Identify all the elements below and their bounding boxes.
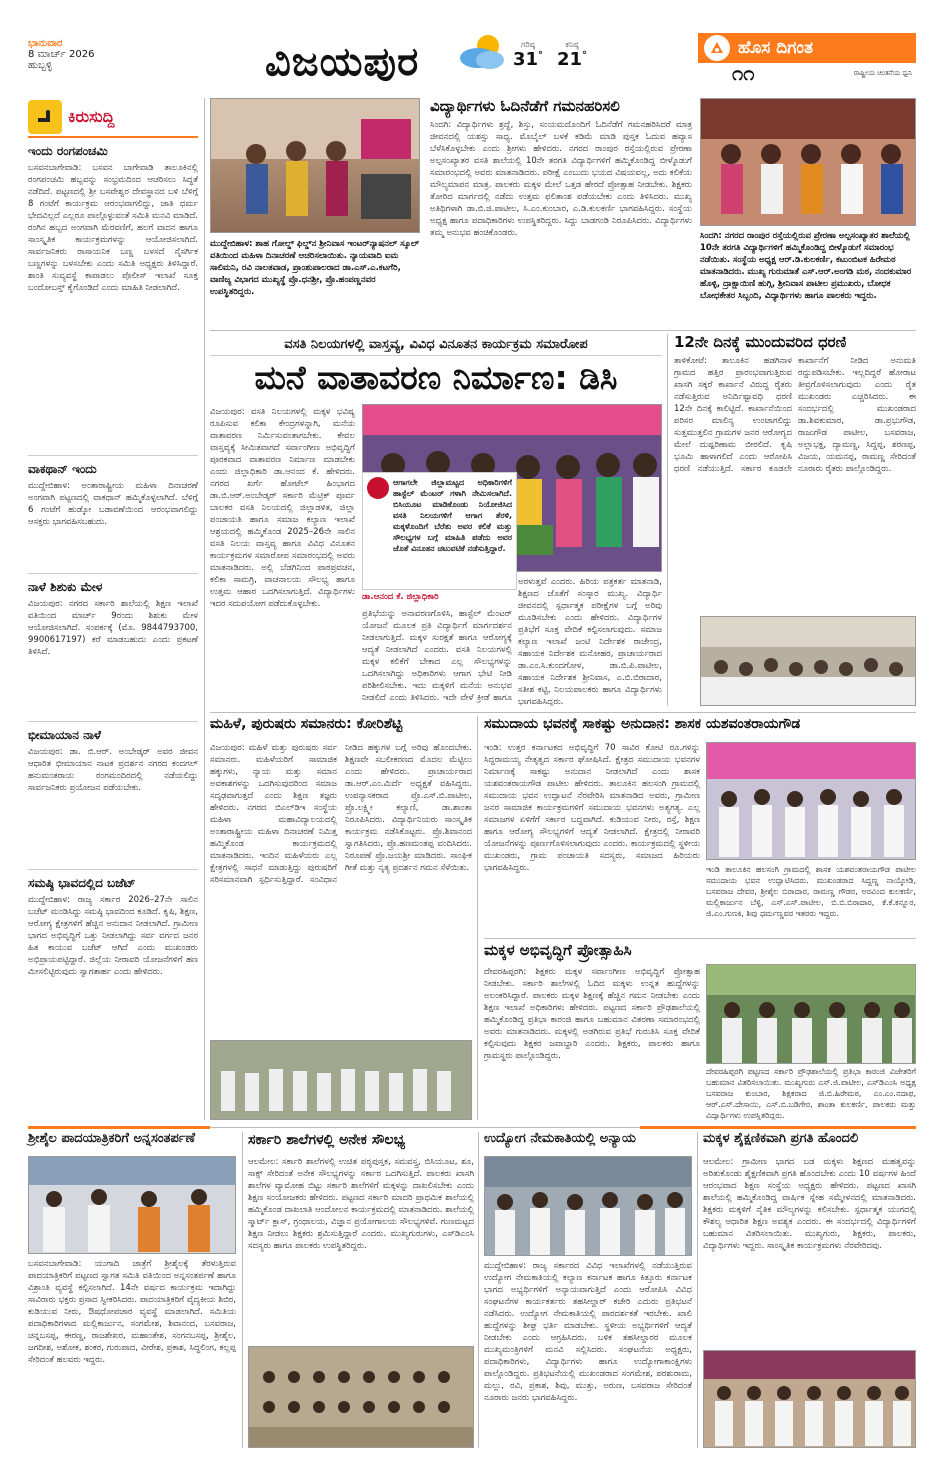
dharane-photo <box>700 616 916 706</box>
shaikshanika-photo <box>703 1350 916 1448</box>
kirusuddi-item <box>28 728 198 870</box>
kirusuddi-item-headline: ಸಮಷ್ಠಿ ಭಾವದಲ್ಲಿದ ಬಜೆಟ್ <box>28 876 136 890</box>
min-temp-label: ಕನಿಷ್ಠ <box>565 40 579 49</box>
page-number: ೧೧ <box>732 61 755 85</box>
edition-city: ಹುಬ್ಬಳ್ಳಿ <box>28 60 53 71</box>
weather-cloud-icon <box>456 32 508 72</box>
udyoga-photo <box>484 1156 692 1256</box>
max-temp-value: 31 <box>512 49 539 70</box>
koresetti-body: ವಿಜಯಪುರ: ಮಹಿಳೆ ಮತ್ತು ಪುರುಷರು ಸರ್ವ ಸಮಾನರು. ಮಹಿಳೆಯರಿಗೆ ಸಾಮಾಜಿಕ ಹಕ್ಕುಗಳು, ನ್ಯಾಯ ಮತ್ತು ಸಮಾನ ಅವಕಾಶಗಳನ್ನು ಒದಗಿಸುವುದರಿಂದ ಸಮಾಜ ಸದೃಢವಾಗುತ್ತದೆ ಎಂದು ಶಿಕ್ಷಣ ತಜ್ಞರು ಹೇಳಿದರು. ನಗರದ ಬಿಎಲ್‌ಡಿಇ ಸಂಸ್ಥೆಯ ಮಹಿಳಾ ಮಹಾವಿದ್ಯಾಲಯದಲ್ಲಿ ಅಂತಾರಾಷ್ಟ್ರೀಯ ಮಹಿಳಾ ದಿನಾಚರಣೆ ನಿಮಿತ್ತ ಹಮ್ಮಿಕೊಂಡ ಕಾರ್ಯಕ್ರಮದಲ್ಲಿ ಮಾತನಾಡಿದರು. ಇಂದಿನ ಮಹಿಳೆಯರು ಎಲ್ಲ ಕ್ಷೇತ್ರಗಳಲ್ಲಿ ಸಾಧನೆ ಮಾಡುತ್ತಿದ್ದು ಪುರುಷರಿಗೆ ಸರಿಸಮಾನವಾಗಿ ಸ್ಪರ್ಧಿಸುತ್ತಿದ್ದಾರೆ. ಸಂವಿಧಾನ ನೀಡಿದ ಹಕ್ಕುಗಳ ಬಗ್ಗೆ ಅರಿವು ಹೊಂದಬೇಕು. ಶಿಕ್ಷಣವೇ ಸಬಲೀಕರಣದ ಮೊದಲ ಮೆಟ್ಟಿಲು ಎಂದು ಹೇಳಿದರು. ಪ್ರಾಚಾರ್ಯರಾದ ಡಾ.ಆರ್.ಎಂ.ಮಿರ್ದೆ ಅಧ್ಯಕ್ಷತೆ ವಹಿಸಿದ್ದರು. ಉಪನ್ಯಾಸಕರಾದ ಪ್ರೊ.ಎಸ್.ಬಿ.ಪಾಟೀಲ, ಪ್ರೊ.ಲಕ್ಷ್ಮೀ ಕಲ್ಯಾಣಿ, ಡಾ.ಶಾಂತಾ ನಿರೂಪಿಸಿದರು. ವಿದ್ಯಾರ್ಥಿನಿಯರು ಸಾಂಸ್ಕೃತಿಕ ಕಾರ್ಯಕ್ರಮ ನಡೆಸಿಕೊಟ್ಟರು. ಪ್ರೊ.ಶಿವಾನಂದ ಸ್ವಾಗತಿಸಿದರು, ಪ್ರೊ.ಹಣಮಂತಪ್ಪ ವಂದಿಸಿದರು. ನಿರೂಪಣೆ ಪ್ರೊ.ಜಯಶ್ರೀ ಮಾಡಿದರು. ಸಾಂಘಿಕ ಗೀತೆ ಮತ್ತು ನೃತ್ಯ ಪ್ರದರ್ಶನ ಗಮನ ಸೆಳೆಯಿತು. <box>210 743 472 885</box>
min-temp-value: 21 <box>556 49 583 70</box>
masthead <box>0 0 945 92</box>
udyoga-body: ಮುದ್ದೇಬಿಹಾಳ: ರಾಜ್ಯ ಸರ್ಕಾರದ ವಿವಿಧ ಇಲಾಖೆಗಳಲ್ಲಿ ನಡೆಯುತ್ತಿರುವ ಉದ್ಯೋಗ ನೇಮಕಾತಿಯಲ್ಲಿ ಕಲ್ಯಾಣ ಕರ್ನಾಟಕ ಹಾಗೂ ಕಿತ್ತೂರು ಕರ್ನಾಟಕ ಭಾಗದ ಅಭ್ಯರ್ಥಿಗಳಿಗೆ ಅನ್ಯಾಯವಾಗುತ್ತಿದೆ ಎಂದು ಆರೋಪಿಸಿ ವಿವಿಧ ಸಂಘಟನೆಗಳ ಕಾರ್ಯಕರ್ತರು ತಹಸೀಲ್ದಾರ್ ಕಚೇರಿ ಎದುರು ಪ್ರತಿಭಟನೆ ನಡೆಸಿದರು. ಉದ್ಯೋಗ ನೇಮಕಾತಿಯಲ್ಲಿ ಪಾರದರ್ಶಕತೆ ಇರಬೇಕು. ಖಾಲಿ ಹುದ್ದೆಗಳನ್ನು ಶೀಘ್ರ ಭರ್ತಿ ಮಾಡಬೇಕು. ಸ್ಥಳೀಯ ಅಭ್ಯರ್ಥಿಗಳಿಗೆ ಆದ್ಯತೆ ನೀಡಬೇಕು ಎಂದು ಆಗ್ರಹಿಸಿದರು. ಬಳಿಕ ತಹಸೀಲ್ದಾರರ ಮೂಲಕ ಮುಖ್ಯಮಂತ್ರಿಗಳಿಗೆ ಮನವಿ ಸಲ್ಲಿಸಿದರು. ಸಂಘಟನೆಯ ಅಧ್ಯಕ್ಷರು, ಪದಾಧಿಕಾರಿಗಳು, ವಿದ್ಯಾರ್ಥಿಗಳು ಹಾಗೂ ಉದ್ಯೋಗಾಕಾಂಕ್ಷಿಗಳು ಪಾಲ್ಗೊಂಡಿದ್ದರು. ಪ್ರತಿಭಟನೆಯಲ್ಲಿ ಮುಖಂಡರಾದ ಸಂಗಮೇಶ, ಪರಶುರಾಮ, ಮಲ್ಲು, ರವಿ, ಪ್ರಕಾಶ, ಶಿವು, ಮುತ್ತು, ಅರುಣ, ಬಸವರಾಜ ಸೇರಿದಂತೆ ನೂರಾರು ಜನರು ಭಾಗವಹಿಸಿದ್ದರು. <box>484 1261 692 1403</box>
dharane-story <box>674 334 916 614</box>
kirusuddi-item-headline: ನಾಳೆ ಶಿಶುಕು ಮೇಳ <box>28 580 103 594</box>
samudaya-photo <box>706 742 916 860</box>
srishaila-headline: ಶ್ರೀಶೈಲ ಪಾದಯಾತ್ರಿಕರಿಗೆ ಅನ್ನಸಂತರ್ಪಣೆ <box>28 1131 196 1146</box>
paper-tagline: ರಾಷ್ಟ್ರೀಯ ಚಿಂತನೆಯ ಧ್ವನಿ <box>853 69 912 77</box>
section-rule-1 <box>28 1126 210 1129</box>
kirusuddi-column <box>28 98 198 1120</box>
paper-name: ಹೊಸ ದಿಗಂತ <box>738 38 813 58</box>
kirusuddi-item-headline: ವಾಕಥಾನ್ ಇಂದು <box>28 462 97 476</box>
students-body: ಸಿಂದಗಿ: ವಿದ್ಯಾರ್ಥಿಗಳು ಶ್ರದ್ಧೆ, ಶಿಸ್ತು, ಸಂಯಮದೊಂದಿಗೆ ಓದಿನೆಡೆಗೆ ಗಮನಹರಿಸಿದರೆ ಮಾತ್ರ ಜೀವನದಲ್ಲಿ ಯಶಸ್ಸು ಸಾಧ್ಯ. ಮೊಬೈಲ್ ಬಳಕೆ ಕಡಿಮೆ ಮಾಡಿ ಪುಸ್ತಕ ಓದುವ ಹವ್ಯಾಸ ಬೆಳೆಸಿಕೊಳ್ಳಬೇಕು ಎಂದು ಶ್ರೀಗಳು ಹೇಳಿದರು. ನಗರದ ರಾಂಪುರ ರಸ್ತೆಯಲ್ಲಿರುವ ಪ್ರೇರಣಾ ಅಲ್ಪಸಂಖ್ಯಾತರ ವಸತಿ ಶಾಲೆಯಲ್ಲಿ 10ನೇ ತರಗತಿ ವಿದ್ಯಾರ್ಥಿಗಳಿಗೆ ಹಮ್ಮಿಕೊಂಡಿದ್ದ ಬೀಳ್ಕೊಡುಗೆ ಸಮಾರಂಭದಲ್ಲಿ ಅವರು ಮಾತನಾಡಿದರು. ಪರೀಕ್ಷೆ ಎಂಬುದು ಭಯದ ವಿಷಯವಲ್ಲ, ಅದು ಕಲಿಕೆಯ ಮೌಲ್ಯಮಾಪನ ಮಾತ್ರ. ಪಾಲಕರು ಮಕ್ಕಳ ಮೇಲೆ ಒತ್ತಡ ಹೇರದೆ ಪ್ರೋತ್ಸಾಹ ನೀಡಬೇಕು. ಶಿಕ್ಷಕರು ತೋರಿದ ಮಾರ್ಗದಲ್ಲಿ ನಡೆದು ಉತ್ತಮ ಫಲಿತಾಂಶ ಪಡೆಯಬೇಕು ಎಂದು ತಿಳಿಸಿದರು. ಮುಖ್ಯ ಅತಿಥಿಗಳಾಗಿ ಡಾ.ಬಿ.ಜಿ.ಪಾಟೀಲ, ಸಿ.ಎಂ.ಕುಂಬಾರ, ಎ.ಡಿ.ಕುಲಕರ್ಣಿ ಭಾಗವಹಿಸಿದ್ದರು. ಸಂಸ್ಥೆಯ ಅಧ್ಯಕ್ಷ ಹಾಗೂ ಪದಾಧಿಕಾರಿಗಳು ಉಪಸ್ಥಿತರಿದ್ದರು. ಸಿದ್ದು ಬಾಡಗಂಡಿ ನಿರೂಪಿಸಿದರು. ವಿದ್ಯಾರ್ಥಿಗಳು ತಮ್ಮ ಅನುಭವ ಹಂಚಿಕೊಂಡರು. <box>430 120 692 239</box>
srishaila-photo <box>28 1156 236 1254</box>
lead-quote-box <box>362 472 517 590</box>
shaikshanika-body: ಆಲಮೇಲ: ಗ್ರಾಮೀಣ ಭಾಗದ ಬಡ ಮಕ್ಕಳು ಶಿಕ್ಷಣದ ಮಹತ್ವವನ್ನು ಅರಿತುಕೊಂಡು ಶೈಕ್ಷಣಿಕವಾಗಿ ಪ್ರಗತಿ ಹೊಂದಬೇಕು ಎಂದು 10 ವರ್ಷಗಳ ಹಿಂದೆ ಆರಂಭವಾದ ಶಿಕ್ಷಣ ಸಂಸ್ಥೆಯ ಅಧ್ಯಕ್ಷರು ಹೇಳಿದರು. ಪಟ್ಟಣದ ಖಾಸಗಿ ಶಾಲೆಯಲ್ಲಿ ಹಮ್ಮಿಕೊಂಡಿದ್ದ ವಾರ್ಷಿಕ ಸ್ನೇಹ ಸಮ್ಮೇಳನದಲ್ಲಿ ಮಾತನಾಡಿದರು. ಶಿಕ್ಷಕರು ಮಕ್ಕಳಿಗೆ ನೈತಿಕ ಮೌಲ್ಯಗಳನ್ನು ಕಲಿಸಬೇಕು. ಸ್ಪರ್ಧಾತ್ಮಕ ಯುಗದಲ್ಲಿ ಕೌಶಲ್ಯ ಆಧಾರಿತ ಶಿಕ್ಷಣ ಅವಶ್ಯಕ ಎಂದರು. ಈ ಸಂದರ್ಭದಲ್ಲಿ ವಿದ್ಯಾರ್ಥಿಗಳಿಗೆ ಬಹುಮಾನ ವಿತರಿಸಲಾಯಿತು. ಮುಖ್ಯಗುರು, ಶಿಕ್ಷಕರು, ಪಾಲಕರು, ವಿದ್ಯಾರ್ಥಿಗಳು ಇದ್ದರು. ಸಾಂಸ್ಕೃತಿಕ ಕಾರ್ಯಕ್ರಮಗಳು ನೆರವೇರಿದವು. <box>703 1157 916 1251</box>
students-photo-caption: ಸಿಂದಗಿ: ನಗರದ ರಾಂಪುರ ರಸ್ತೆಯಲ್ಲಿರುವ ಪ್ರೇರಣಾ ಅಲ್ಪಸಂಖ್ಯಾತರ ಶಾಲೆಯಲ್ಲಿ 10ನೇ ತರಗತಿ ವಿದ್ಯಾರ್ಥಿಗಳಿಗೆ ಹಮ್ಮಿಕೊಂಡಿದ್ದ ಬೀಳ್ಕೊಡುಗೆ ಸಮಾರಂಭ ನಡೆಯಿತು. ಸಂಸ್ಥೆಯ ಅಧ್ಯಕ್ಷ ಆರ್.ಡಿ.ಕುಲಕರ್ಣಿ, ಕಟುಂಬಿಟಕ ಹಿರೇಮಠ ಮಾತನಾಡಿದರು. ಮುಖ್ಯ ಗುರುಮಾತೆ ಎಸ್.ಆರ್.ಅಂಗಡಿ ಮಠ, ನಂದಕುಮಾರ ಹೊಳ್ಳಿ, ದ್ರಾಕ್ಷಾಯಿಣಿ ಹುಗ್ಗಿ, ಶ್ರೀನಿವಾಸ ಪಾಟೀಲ ಪ್ರಮುಖರು, ಬೋಧಕ ಬೋಧಕೇತರ ಸಿಬ್ಬಂದಿ, ವಿದ್ಯಾರ್ಥಿಗಳು ಹಾಗೂ ಪಾಲಕರು ಇದ್ದರು. <box>700 231 912 301</box>
students-photo <box>700 98 916 226</box>
page-title: ವಿಜಯಪುರ <box>265 39 420 85</box>
kirusuddi-header <box>28 98 198 138</box>
koresetti-photo <box>210 1040 472 1120</box>
dharane-headline: 12ನೇ ದಿನಕ್ಕೆ ಮುಂದುವರಿದ ಧರಣಿ <box>674 334 847 351</box>
samudaya-photo-caption: ಇಂಡಿ ತಾಲೂಕಿನ ಹಲಸಂಗಿ ಗ್ರಾಮದಲ್ಲಿ ಶಾಸಕ ಯಶವಂತರಾಯಗೌಡ ಪಾಟೀಲ ಸಮುದಾಯ ಭವನ ಉದ್ಘಾಟಿಸಿದರು. ಮುಖಂಡರಾದ ಸಿದ್ದಣ್ಣ ನಾಯ್ಕೋಡಿ, ಬಸವರಾಜ ದೇವರ, ಶ್ರೀಶೈಲ ಬಿರಾದಾರ, ರಾಮಣ್ಣ ಗೌಡರ, ಅರವಿಂದ ಕುಲಕರ್ಣಿ, ಮಲ್ಲಿಕಾರ್ಜುನ ಬೆಳ್ಳಿ, ಎಸ್.ಎಸ್.ಪಾಟೀಲ, ಬಿ.ಬಿ.ಬಿರಾದಾರ, ಕೆ.ಕೆ.ಕನ್ನೂರ, ಜಿ.ಎಂ.ಗುಣಕಿ, ಶಿವು ಧರ್ಮಣ್ಣವರ ಇತರರು ಇದ್ದರು. <box>706 865 916 918</box>
samudaya-body: ಇಂಡಿ: ಉತ್ತರ ಕರ್ನಾಟಕದ ಅಭಿವೃದ್ಧಿಗೆ 70 ಸಾವಿರ ಕೋಟಿ ರೂ.ಗಳನ್ನು ಸಿದ್ದರಾಮಯ್ಯ ನೇತೃತ್ವದ ಸರ್ಕಾರ ಘೋಷಿಸಿದೆ. ಕ್ಷೇತ್ರದ ಸಮುದಾಯ ಭವನಗಳ ನಿರ್ಮಾಣಕ್ಕೆ ಸಾಕಷ್ಟು ಅನುದಾನ ನೀಡಲಾಗಿದೆ ಎಂದು ಶಾಸಕ ಯಶವಂತರಾಯಗೌಡ ಪಾಟೀಲ ಹೇಳಿದರು. ತಾಲೂಕಿನ ಹಲಸಂಗಿ ಗ್ರಾಮದಲ್ಲಿ ಸಮುದಾಯ ಭವನ ಉದ್ಘಾಟನೆ ನೆರವೇರಿಸಿ ಮಾತನಾಡಿದ ಅವರು, ಗ್ರಾಮೀಣ ಜನರ ಸಾಮಾಜಿಕ ಕಾರ್ಯಕ್ರಮಗಳಿಗೆ ಸಮುದಾಯ ಭವನಗಳು ಅತ್ಯಗತ್ಯ. ಎಲ್ಲ ಸಮಾಜಗಳ ಏಳಿಗೆಗೆ ಸರ್ಕಾರ ಬದ್ಧವಾಗಿದೆ. ಕುಡಿಯುವ ನೀರು, ರಸ್ತೆ, ಶಿಕ್ಷಣ ಹಾಗೂ ಆರೋಗ್ಯ ಸೌಲಭ್ಯಗಳಿಗೆ ಆದ್ಯತೆ ನೀಡಲಾಗಿದೆ. ಕ್ಷೇತ್ರದಲ್ಲಿ ನೀರಾವರಿ ಯೋಜನೆಗಳನ್ನು ಪೂರ್ಣಗೊಳಿಸಲಾಗುವುದು ಎಂದರು. ಕಾರ್ಯಕ್ರಮದಲ್ಲಿ ಸ್ಥಳೀಯ ಮುಖಂಡರು, ಗ್ರಾಮ ಪಂಚಾಯತಿ ಸದಸ್ಯರು, ಸಮಾಜದ ಹಿರಿಯರು ಭಾಗವಹಿಸಿದ್ದರು. <box>484 743 700 873</box>
kirusuddi-item-headline: ಭೀಮಾಯಾನ ನಾಳೆ <box>28 728 102 742</box>
lead-quote-sign: ಡಾ.ಆನಂದ ಕೆ. ಜಿಲ್ಲಾಧಿಕಾರಿ <box>362 592 439 602</box>
lead-col-1: ವಿಜಯಪುರ: ವಸತಿ ನಿಲಯಗಳಲ್ಲಿ ಮಕ್ಕಳ ಭವಿಷ್ಯ ರೂಪಿಸುವ ಕಲಿಕಾ ಕೇಂದ್ರಗಳನ್ನಾಗಿ, ಮನೆಯ ವಾತಾವರಣ ನಿರ್ಮಿಸುವಂತಾಗಬೇಕು. ಕೇವಲ ವಾಸ್ತವ್ಯಕ್ಕೆ ಸೀಮಿತವಾಗದೆ ಸರ್ವಾಂಗೀಣ ಅಭಿವೃದ್ಧಿಗೆ ಪೂರಕವಾದ ವಾತಾವರಣ ನಿರ್ಮಾಣ ಮಾಡಬೇಕು ಎಂದು ಜಿಲ್ಲಾಧಿಕಾರಿ ಡಾ.ಆನಂದ ಕೆ. ಹೇಳಿದರು. ನಗರದ ಖರ್ಗೆ ಹೋಟೆಲ್ ಹಿಂಭಾಗದ ಡಾ.ಬಿ.ಆರ್.ಅಂಬೇಡ್ಕರ್ ಸರ್ಕಾರಿ ಮೆಟ್ರಿಕ್ ಪೂರ್ವ ಬಾಲಕರ ವಸತಿ ನಿಲಯದಲ್ಲಿ ಜಿಲ್ಲಾಡಳಿತ, ಜಿಲ್ಲಾ ಪಂಚಾಯತಿ ಹಾಗೂ ಸಮಾಜ ಕಲ್ಯಾಣ ಇಲಾಖೆ ಆಶ್ರಯದಲ್ಲಿ ಹಮ್ಮಿಕೊಂಡ 2025–26ನೇ ಸಾಲಿನ ವಸತಿ ನಿಲಯ ವಾಸ್ತವ್ಯ ಹಾಗೂ ವಿವಿಧ ವಿನೂತನ ಕಾರ್ಯಕ್ರಮಗಳ ಸಮಾರೋಪ ಸಮಾರಂಭದಲ್ಲಿ ಅವರು ಮಾತನಾಡಿದರು. ಅಲ್ಲಿ ಬೆಡಗಿನಿಂದ ಪಾಠಪ್ರವಚನ, ಕಲಿಕಾ ಸಾಮಗ್ರಿ, ವಾಚನಾಲಯ ಸೌಲಭ್ಯ ಹಾಗೂ ಉತ್ತಮ ಆಹಾರ ಒದಗಿಸಲಾಗುತ್ತಿದೆ. ವಿದ್ಯಾರ್ಥಿಗಳು ಇದರ ಸದುಪಯೋಗ ಪಡೆದುಕೊಳ್ಳಬೇಕು. <box>210 407 355 609</box>
sarkari-body: ಆಲಮೇಲ: ಸರ್ಕಾರಿ ಶಾಲೆಗಳಲ್ಲಿ ಉಚಿತ ಪಠ್ಯಪುಸ್ತಕ, ಸಮವಸ್ತ್ರ, ಬಿಸಿಯೂಟ, ಶೂ, ಸಾಕ್ಸ್ ಸೇರಿದಂತೆ ಅನೇಕ ಸೌಲಭ್ಯಗಳನ್ನು ಸರ್ಕಾರ ಒದಗಿಸುತ್ತಿದೆ. ಪಾಲಕರು ಖಾಸಗಿ ಶಾಲೆಗಳ ವ್ಯಾಮೋಹ ಬಿಟ್ಟು ಸರ್ಕಾರಿ ಶಾಲೆಗಳಿಗೆ ಮಕ್ಕಳನ್ನು ದಾಖಲಿಸಬೇಕು ಎಂದು ಶಿಕ್ಷಣ ಸಂಯೋಜಕರು ಹೇಳಿದರು. ಪಟ್ಟಣದ ಸರ್ಕಾರಿ ಮಾದರಿ ಪ್ರಾಥಮಿಕ ಶಾಲೆಯಲ್ಲಿ ಹಮ್ಮಿಕೊಂಡ ದಾಖಲಾತಿ ಆಂದೋಲನ ಕಾರ್ಯಕ್ರಮದಲ್ಲಿ ಮಾತನಾಡಿದರು. ಶಾಲೆಯಲ್ಲಿ ಸ್ಮಾರ್ಟ್ ಕ್ಲಾಸ್, ಗ್ರಂಥಾಲಯ, ವಿಜ್ಞಾನ ಪ್ರಯೋಗಾಲಯ ಸೌಲಭ್ಯಗಳಿವೆ. ಗುಣಮಟ್ಟದ ಶಿಕ್ಷಣ ನೀಡಲು ಶಿಕ್ಷಕರು ಶ್ರಮಿಸುತ್ತಿದ್ದಾರೆ ಎಂದರು. ಮುಖ್ಯಗುರುಗಳು, ಎಸ್‌ಡಿಎಂಸಿ ಸದಸ್ಯರು ಹಾಗೂ ಪಾಲಕರು ಉಪಸ್ಥಿತರಿದ್ದರು. <box>248 1157 474 1251</box>
degree-symbol: ° <box>538 50 544 61</box>
lead-kicker-bar <box>210 334 662 356</box>
program-photo-1 <box>210 98 420 233</box>
max-temp-box <box>508 40 548 86</box>
makkala-body: ದೇವರಹಿಪ್ಪರಗಿ: ಶಿಕ್ಷಕರು ಮಕ್ಕಳ ಸರ್ವಾಂಗೀಣ ಅಭಿವೃದ್ಧಿಗೆ ಪ್ರೋತ್ಸಾಹ ನೀಡಬೇಕು. ಸರ್ಕಾರಿ ಶಾಲೆಗಳಲ್ಲಿ ಓದಿದ ಮಕ್ಕಳು ಉನ್ನತ ಹುದ್ದೆಗಳನ್ನು ಅಲಂಕರಿಸಿದ್ದಾರೆ. ಪಾಲಕರು ಮಕ್ಕಳ ಶಿಕ್ಷಣಕ್ಕೆ ಹೆಚ್ಚಿನ ಗಮನ ನೀಡಬೇಕು ಎಂದು ಶಿಕ್ಷಣ ಇಲಾಖೆ ಅಧಿಕಾರಿಗಳು ಹೇಳಿದರು. ಪಟ್ಟಣದ ಸರ್ಕಾರಿ ಪ್ರೌಢಶಾಲೆಯಲ್ಲಿ ಹಮ್ಮಿಕೊಂಡಿದ್ದ ಪ್ರತಿಭಾ ಕಾರಂಜಿ ಹಾಗೂ ಬಹುಮಾನ ವಿತರಣಾ ಸಮಾರಂಭದಲ್ಲಿ ಅವರು ಮಾತನಾಡಿದರು. ಮಕ್ಕಳಲ್ಲಿ ಅಡಗಿರುವ ಪ್ರತಿಭೆ ಗುರುತಿಸಿ ಸೂಕ್ತ ವೇದಿಕೆ ಕಲ್ಪಿಸುವುದು ಶಿಕ್ಷಕರ ಜವಾಬ್ದಾರಿ ಎಂದರು. ಶಿಕ್ಷಕರು, ಪಾಲಕರು ಹಾಗೂ ಗ್ರಾಮಸ್ಥರು ಪಾಲ್ಗೊಂಡಿದ್ದರು. <box>484 967 700 1061</box>
kirusuddi-item-body: ವಿಜಯಪುರ: ನಗರದ ಸರ್ಕಾರಿ ಶಾಲೆಯಲ್ಲಿ ಶಿಕ್ಷಣ ಇಲಾಖೆ ವತಿಯಿಂದ ಮಾರ್ಚ್ 9ರಂದು ಶಿಶುಕು ಮೇಳ ಆಯೋಜಿಸಲಾಗಿದೆ. ಸಂಪರ್ಕಕ್ಕೆ (ಮೊ. 9844793700, 9900617197) ಕರೆ ಮಾಡಬಹುದು ಎಂದು ಪ್ರಕಟಣೆ ತಿಳಿಸಿದೆ. <box>28 599 198 657</box>
kirusuddi-item-body: ವಿಜಯಪುರ: ಡಾ. ಬಿ.ಆರ್. ಅಂಬೇಡ್ಕರ್ ಅವರ ಜೀವನ ಆಧಾರಿತ ಭೀಮಾಯಾನ ನಾಟಕ ಪ್ರದರ್ಶನ ನಗರದ ಕಂದಗಲ್ ಹನುಮಂತರಾಯ ರಂಗಮಂದಿರದಲ್ಲಿ ನಡೆಯಲಿದ್ದು ಸಾರ್ವಜನಿಕರು ಪ್ರಯೋಜನ ಪಡೆಯಬೇಕು. <box>28 747 198 793</box>
kirusuddi-item-body: ಬಸವನಬಾಗೇವಾಡಿ: ಬಸವನ ಬಾಗೇವಾಡಿ ತಾಲೂಕಿನಲ್ಲಿ ರಂಗಪಂಚಮಿ ಹಬ್ಬವನ್ನು ಸಂಭ್ರಮದಿಂದ ಆಚರಿಸಲು ಸಿದ್ಧತೆ ನಡೆದಿದೆ. ಪಟ್ಟಣದಲ್ಲಿ ಶ್ರೀ ಬಸವೇಶ್ವರ ದೇವಸ್ಥಾನದ ಬಳಿ ಬೆಳಿಗ್ಗೆ 8 ಗಂಟೆಗೆ ಕಾರ್ಯಕ್ರಮ ಆರಂಭವಾಗಲಿದ್ದು, ಜಾತಿ ಧರ್ಮ ಭೇದವಿಲ್ಲದೆ ಎಲ್ಲರೂ ಪಾಲ್ಗೊಳ್ಳುವಂತೆ ಸಮಿತಿ ಮನವಿ ಮಾಡಿದೆ. ರಂಗಿನ ಹಬ್ಬದ ಅಂಗವಾಗಿ ಮೆರವಣಿಗೆ, ಹಲಗೆ ವಾದನ ಹಾಗೂ ಸಾಂಸ್ಕೃತಿಕ ಕಾರ್ಯಕ್ರಮಗಳನ್ನು ಆಯೋಜಿಸಲಾಗಿದೆ. ಸಾರ್ವಜನಿಕರು ರಾಸಾಯನಿಕ ಬಣ್ಣ ಬಳಸದೆ ನೈಸರ್ಗಿಕ ಬಣ್ಣಗಳನ್ನು ಬಳಸಬೇಕು ಎಂದು ಸಮಿತಿ ಅಧ್ಯಕ್ಷರು ತಿಳಿಸಿದ್ದಾರೆ. ಶಾಂತಿ ಸುವ್ಯವಸ್ಥೆ ಕಾಪಾಡಲು ಪೊಲೀಸ್ ಇಲಾಖೆ ಸೂಕ್ತ ಬಂದೋಬಸ್ತ್ ಕೈಗೊಂಡಿದೆ ಎಂದು ಮಾಹಿತಿ ನೀಡಲಾಗಿದೆ. <box>28 163 198 293</box>
pointing-hand-icon <box>28 100 62 134</box>
students-story <box>430 98 692 324</box>
students-headline: ವಿದ್ಯಾರ್ಥಿಗಳು ಓದಿನೆಡೆಗೆ ಗಮನಹರಿಸಲಿ <box>430 98 620 115</box>
max-temp-label: ಗರಿಷ್ಠ <box>521 40 535 49</box>
paper-logo-icon <box>704 35 730 61</box>
lead-kicker: ವಸತಿ ನಿಲಯಗಳಲ್ಲಿ ವಾಸ್ತವ್ಯ, ವಿವಿಧ ವಿನೂತನ ಕಾರ್ಯಕ್ರಮ ಸಮಾರೋಪ <box>284 337 588 352</box>
kirusuddi-item-body: ಮುದ್ದೇಬಿಹಾಳ: ಅಂತಾರಾಷ್ಟ್ರೀಯ ಮಹಿಳಾ ದಿನಾಚರಣೆ ಅಂಗವಾಗಿ ಪಟ್ಟಣದಲ್ಲಿ ವಾಕಥಾನ್ ಹಮ್ಮಿಕೊಳ್ಳಲಾಗಿದೆ. ಬೆಳಿಗ್ಗೆ 6 ಗಂಟೆಗೆ ಹುಡ್ಕೋ ಬಡಾವಣೆಯಿಂದ ಆರಂಭವಾಗಲಿದ್ದು ಆಸಕ್ತರು ಭಾಗವಹಿಸಬಹುದು. <box>28 481 198 527</box>
lead-headline: ಮನೆ ವಾತಾವರಣ ನಿರ್ಮಾಣ: ಡಿಸಿ <box>254 358 618 397</box>
kirusuddi-item <box>28 462 198 574</box>
lead-col-2: ಪ್ರತಿಭೆಯನ್ನು ಅನಾವರಣಗೊಳಿಸಿ, ಹಾಸ್ಟೆಲ್ ಮೆಂಟರ್ ಯೋಜನೆ ಮೂಲಕ ಪ್ರತಿ ವಿದ್ಯಾರ್ಥಿಗೆ ಮಾರ್ಗದರ್ಶನ ನೀಡಲಾಗುತ್ತಿದೆ. ಮಕ್ಕಳ ಸುರಕ್ಷತೆ ಹಾಗೂ ಆರೋಗ್ಯಕ್ಕೆ ಆದ್ಯತೆ ನೀಡಲಾಗಿದೆ ಎಂದರು. ವಸತಿ ನಿಲಯಗಳಲ್ಲಿ ಮಕ್ಕಳ ಕಲಿಕೆಗೆ ಬೇಕಾದ ಎಲ್ಲ ಸೌಲಭ್ಯಗಳನ್ನು ಒದಗಿಸಲಾಗಿದ್ದು ಅಧಿಕಾರಿಗಳು ಆಗಾಗ ಭೇಟಿ ನೀಡಿ ಪರಿಶೀಲಿಸಬೇಕು. ಇದು ಮಕ್ಕಳಿಗೆ ಮನೆಯ ಅನುಭವ ನೀಡಲಿದೆ ಎಂದು ತಿಳಿಸಿದರು. ಇದೇ ವೇಳೆ ಕ್ರೀಡೆ ಹಾಗೂ <box>362 609 512 703</box>
lead-col-3: ಅರಳುತ್ತವೆ ಎಂದರು. ಹಿರಿಯ ಪತ್ರಕರ್ತ ಮಾತನಾಡಿ, ಶಿಕ್ಷಣದ ಜೊತೆಗೆ ಸಂಸ್ಕಾರ ಮುಖ್ಯ. ವಿದ್ಯಾರ್ಥಿ ಜೀವನದಲ್ಲಿ ಸ್ಪರ್ಧಾತ್ಮಕ ಪರೀಕ್ಷೆಗಳ ಬಗ್ಗೆ ಅರಿವು ಮೂಡಿಸಬೇಕು ಎಂದು ಹೇಳಿದರು. ವಿದ್ಯಾರ್ಥಿಗಳ ಪ್ರತಿಭೆಗೆ ಸೂಕ್ತ ವೇದಿಕೆ ಕಲ್ಪಿಸಲಾಗುವುದು. ಸಮಾಜ ಕಲ್ಯಾಣ ಇಲಾಖೆ ಜಂಟಿ ನಿರ್ದೇಶಕ ರಾಜೇಂದ್ರ, ಸಹಾಯಕ ನಿರ್ದೇಶಕ ಮನೋಹರ, ಪ್ರಾಚಾರ್ಯರಾದ ಡಾ.ಎಂ.ಸಿ.ಕುಂದಗೋಳ, ಡಾ.ಬಿ.ಪಿ.ಪಾಟೀಲ, ಸಹಾಯಕ ನಿರ್ದೇಶಕ ಶ್ರೀನಿವಾಸ, ಎ.ಬಿ.ಬಿರಾದಾರ, ಸತೀಶ ಕಟ್ಟಿ, ನಿಲಯಪಾಲಕರು ಹಾಗೂ ವಿದ್ಯಾರ್ಥಿಗಳು ಭಾಗವಹಿಸಿದ್ದರು. <box>518 577 662 706</box>
shaikshanika-headline: ಮಕ್ಕಳ ಶೈಕ್ಷಣಿಕವಾಗಿ ಪ್ರಗತಿ ಹೊಂದಲಿ <box>703 1131 859 1146</box>
kirusuddi-item-body: ಮುದ್ದೇಬಿಹಾಳ: ರಾಜ್ಯ ಸರ್ಕಾರ 2026–27ನೇ ಸಾಲಿನ ಬಜೆಟ್ ಮಂಡಿಸಿದ್ದು ಸಮಷ್ಠಿ ಭಾವದಿಂದ ಕೂಡಿದೆ. ಕೃಷಿ, ಶಿಕ್ಷಣ, ಆರೋಗ್ಯ ಕ್ಷೇತ್ರಗಳಿಗೆ ಹೆಚ್ಚಿನ ಅನುದಾನ ನೀಡಲಾಗಿದೆ. ಗ್ರಾಮೀಣ ಭಾಗದ ಅಭಿವೃದ್ಧಿಗೆ ಒತ್ತು ನೀಡಲಾಗಿದ್ದು ಸರ್ವ ವರ್ಗದ ಜನರ ಹಿತ ಕಾಯುವ ಬಜೆಟ್ ಆಗಿದೆ ಎಂದು ಮುಖಂಡರು ಅಭಿಪ್ರಾಯಪಟ್ಟಿದ್ದಾರೆ. ಜಿಲ್ಲೆಯ ನೀರಾವರಿ ಯೋಜನೆಗಳಿಗೆ ಹಣ ಮೀಸಲಿಟ್ಟಿರುವುದು ಸ್ವಾಗತಾರ್ಹ ಎಂದು ಹೇಳಿದರು. <box>28 895 198 977</box>
issue-date: 8 ಮಾರ್ಚ್ 2026 <box>28 49 95 60</box>
makkala-photo-caption: ದೇವರಹಿಪ್ಪರಗಿ ಪಟ್ಟಣದ ಸರ್ಕಾರಿ ಪ್ರೌಢಶಾಲೆಯಲ್ಲಿ ಪ್ರತಿಭಾ ಕಾರಂಜಿ ವಿಜೇತರಿಗೆ ಬಹುಮಾನ ವಿತರಿಸಲಾಯಿತು. ಮುಖ್ಯಗುರು ಎಸ್.ಜಿ.ಪಾಟೀಲ, ಎಸ್‌ಡಿಎಂಸಿ ಅಧ್ಯಕ್ಷ ಬಸವರಾಜ ಕುಂಬಾರ, ಶಿಕ್ಷಕರಾದ ಜಿ.ಬಿ.ಹಿರೇಮಠ, ಎಂ.ಎಂ.ನದಾಫ, ಆರ್.ಎಸ್.ದೇಸಾಯಿ, ಎಸ್.ಬಿ.ಬಡಿಗೇರ, ಶಾಂತಾ ಕುಲಕರ್ಣಿ, ಪಾಲಕರು ಮತ್ತು ವಿದ್ಯಾರ್ಥಿಗಳು ಉಪಸ್ಥಿತರಿದ್ದರು. <box>706 1067 916 1120</box>
koresetti-head-box <box>210 716 472 738</box>
makkala-headline: ಮಕ್ಕಳ ಅಭಿವೃದ್ಧಿಗೆ ಪ್ರೋತ್ಸಾಹಿಸಿ <box>484 941 632 959</box>
dateline-box <box>28 38 218 76</box>
dharane-body: ತಾಳಿಕೋಟೆ: ತಾಲೂಕಿನ ಹಡಗಿನಾಳ ಗ್ರಾಮದ ಹತ್ತಿರ ಪ್ರಾರಂಭವಾಗುತ್ತಿರುವ ಖಾಸಗಿ ಸಕ್ಕರೆ ಕಾರ್ಖಾನೆ ವಿರುದ್ಧ ರೈತರು ನಡೆಸುತ್ತಿರುವ ಅನಿರ್ದಿಷ್ಟಾವಧಿ ಧರಣಿ 12ನೇ ದಿನಕ್ಕೆ ಕಾಲಿಟ್ಟಿದೆ. ಕಾರ್ಖಾನೆಯಿಂದ ಪರಿಸರ ಮಾಲಿನ್ಯ ಉಂಟಾಗಲಿದ್ದು ಸುತ್ತಮುತ್ತಲಿನ ಗ್ರಾಮಗಳ ಜನರ ಆರೋಗ್ಯದ ಮೇಲೆ ದುಷ್ಪರಿಣಾಮ ಬೀರಲಿದೆ. ಕೃಷಿ ಭೂಮಿ ಹಾಳಾಗಲಿದೆ ಎಂದು ಆರೋಪಿಸಿ ಧರಣಿ ನಡೆಯುತ್ತಿದೆ. ಸರ್ಕಾರ ಕೂಡಲೇ ಕಾರ್ಖಾನೆಗೆ ನೀಡಿದ ಅನುಮತಿ ರದ್ದುಪಡಿಸಬೇಕು. ಇಲ್ಲದಿದ್ದರೆ ಹೋರಾಟ ತೀವ್ರಗೊಳಿಸಲಾಗುವುದು ಎಂದು ರೈತ ಮುಖಂಡರು ಎಚ್ಚರಿಸಿದರು. ಈ ಸಂದರ್ಭದಲ್ಲಿ ಮುಖಂಡರಾದ ಡಾ.ಶಿವಕುಮಾರ, ಡಾ.ಪ್ರಭುಗೌಡ, ರಾಜುಗೌಡ ಪಾಟೀಲ, ಬಸವರಾಜ, ಅಲ್ಲಾಭಕ್ಷ, ದ್ಯಾಮಣ್ಣ, ಸಿದ್ದಪ್ಪ, ಶರಣಪ್ಪ, ವಿಜಯ, ಯಮನಪ್ಪ, ರಾಮಣ್ಣ ಸೇರಿದಂತೆ ನೂರಾರು ರೈತರು ಪಾಲ್ಗೊಂಡಿದ್ದರು. <box>674 356 916 475</box>
udyoga-headline: ಉದ್ಯೋಗ ನೇಮಕಾತಿಯಲ್ಲಿ ಅನ್ಯಾಯ <box>484 1131 636 1146</box>
kirusuddi-item <box>28 580 198 722</box>
min-temp-box <box>552 40 592 86</box>
issue-day: ಭಾನುವಾರ <box>28 38 63 49</box>
koresetti-headline: ಮಹಿಳೆ, ಪುರುಷರು ಸಮಾನರು: ಕೋರಿಶೆಟ್ಟಿ <box>210 716 403 732</box>
kirusuddi-item <box>28 144 198 456</box>
lead-quote-text: ಆಗಾಗಲೇ ಜಿಲ್ಲಾಮಟ್ಟದ ಅಧಿಕಾರಿಗಳಿಗೆ ಹಾಸ್ಟೆಲ್ ಮೆಂಟರ್ ಗಳಾಗಿ ನೇಮಿಸಲಾಗಿದೆ. ಬಿಸಿಯೂಟ ಮಾಡಿಕೊಂಡು ನಿಯೋಜಿಸಿದ ವಸತಿ ನಿಲಯಗಳಿಗೆ ಆಗಾಗ ತೆರಳಿ, ಮಕ್ಕಳೊಂದಿಗೆ ಬೆರೆತು ಅವರ ಕಲಿಕೆ ಮತ್ತು ಸೌಲಭ್ಯಗಳ ಬಗ್ಗೆ ಮಾಹಿತಿ ಪಡೆದು ಅವರ ಜೊತೆ ವಿನೂತನ ಚಟುವಟಿಕೆ ನಡೆಸುತ್ತಿದ್ದಾರೆ. <box>393 478 512 553</box>
kirusuddi-label: ಕಿರುಸುದ್ದಿ <box>68 107 115 126</box>
program-photo-1-caption: ಮುದ್ದೇಬಿಹಾಳ: ಶಾಹ ಗೋಲ್ಡ್ ಫಿಲ್ಡ್‌ನ ಶ್ರೀನಿವಾಸ ಇಂಟರ್‌ನ್ಯಾಷನಲ್ ಸ್ಕೂಲ್ ವತಿಯಿಂದ ಮಹಿಳಾ ದಿನಾಚರಣೆ ಆಚರಿಸಲಾಯಿತು. ನ್ಯಾಯವಾದಿ ಐಮ ಸಾಲಿಮನಿ, ರವಿ ನಾಲತವಾಡ, ಪ್ರಾಂಶುಪಾಲರಾದ ಡಾ.ಎಸ್.ಎ.ಕಟಗೆರಿ, ವಾಣಿಜ್ಯ ವಿಭಾಗದ ಮುಖ್ಯಸ್ಥೆ ಪ್ರೊ.ಧನಶ್ರೀ, ಪ್ರೊ.ಹಂಪಣ್ಣನವರ ಉಪಸ್ಥಿತರಿದ್ದರು. <box>210 239 420 297</box>
sarkari-headline: ಸರ್ಕಾರಿ ಶಾಲೆಗಳಲ್ಲಿ ಅನೇಕ ಸೌಲಭ್ಯ <box>248 1132 406 1148</box>
kirusuddi-list <box>28 144 198 1120</box>
makkala-photo <box>706 964 916 1064</box>
kirusuddi-item-headline: ಇಂದು ರಂಗಪಂಚಮಿ <box>28 144 108 158</box>
quote-drop-icon <box>367 477 389 499</box>
srishaila-body: ಬಸವನಬಾಗೇವಾಡಿ: ಯುಗಾದಿ ಜಾತ್ರೆಗೆ ಶ್ರೀಶೈಲಕ್ಕೆ ತೆರಳುತ್ತಿರುವ ಪಾದಯಾತ್ರಿಕರಿಗೆ ಪಟ್ಟಣದ ಸ್ವಾಗತ ಸಮಿತಿ ವತಿಯಿಂದ ಅನ್ನಸಂತರ್ಪಣೆ ಹಾಗೂ ವಿಶ್ರಾಂತಿ ವ್ಯವಸ್ಥೆ ಕಲ್ಪಿಸಲಾಗಿದೆ. 14ನೇ ವರ್ಷದ ಕಾರ್ಯಕ್ರಮ ಇದಾಗಿದ್ದು ಸಾವಿರಾರು ಭಕ್ತರು ಪ್ರಸಾದ ಸ್ವೀಕರಿಸಿದರು. ಪಾದಯಾತ್ರಿಕರಿಗೆ ವೈದ್ಯಕೀಯ ಶಿಬಿರ, ಕುಡಿಯುವ ನೀರು, ಔಷಧೋಪಚಾರ ವ್ಯವಸ್ಥೆ ಮಾಡಲಾಗಿದೆ. ಸಮಿತಿಯ ಪದಾಧಿಕಾರಿಗಳಾದ ಮಲ್ಲಿಕಾರ್ಜುನ, ಸಂಗಮೇಶ, ಶಿವಾನಂದ, ಬಸವರಾಜ, ಚನ್ನಬಸಪ್ಪ, ಈರಣ್ಣ, ರಾಜಶೇಖರ, ಮಹಾಂತೇಶ, ಸಂಗನಬಸಪ್ಪ, ಶ್ರೀಶೈಲ, ಜಗದೀಶ, ಅಶೋಕ, ಶಂಕರ, ಗುರುಪಾದ, ವೀರೇಶ, ಪ್ರಕಾಶ, ಸಿದ್ಧಲಿಂಗ, ಕಲ್ಲಪ್ಪ ಸೇರಿದಂತೆ ಹಲವರು ಇದ್ದರು. <box>28 1259 236 1365</box>
samudaya-headline: ಸಮುದಾಯ ಭವನಕ್ಕೆ ಸಾಕಷ್ಟು ಅನುದಾನ: ಶಾಸಕ ಯಶವಂತರಾಯಗೌಡ <box>484 716 801 732</box>
paper-logo <box>698 33 916 63</box>
kirusuddi-item <box>28 876 198 1120</box>
section-rule-2 <box>640 1126 916 1129</box>
sarkari-photo <box>248 1346 474 1448</box>
degree-symbol-min: ° <box>582 50 588 61</box>
